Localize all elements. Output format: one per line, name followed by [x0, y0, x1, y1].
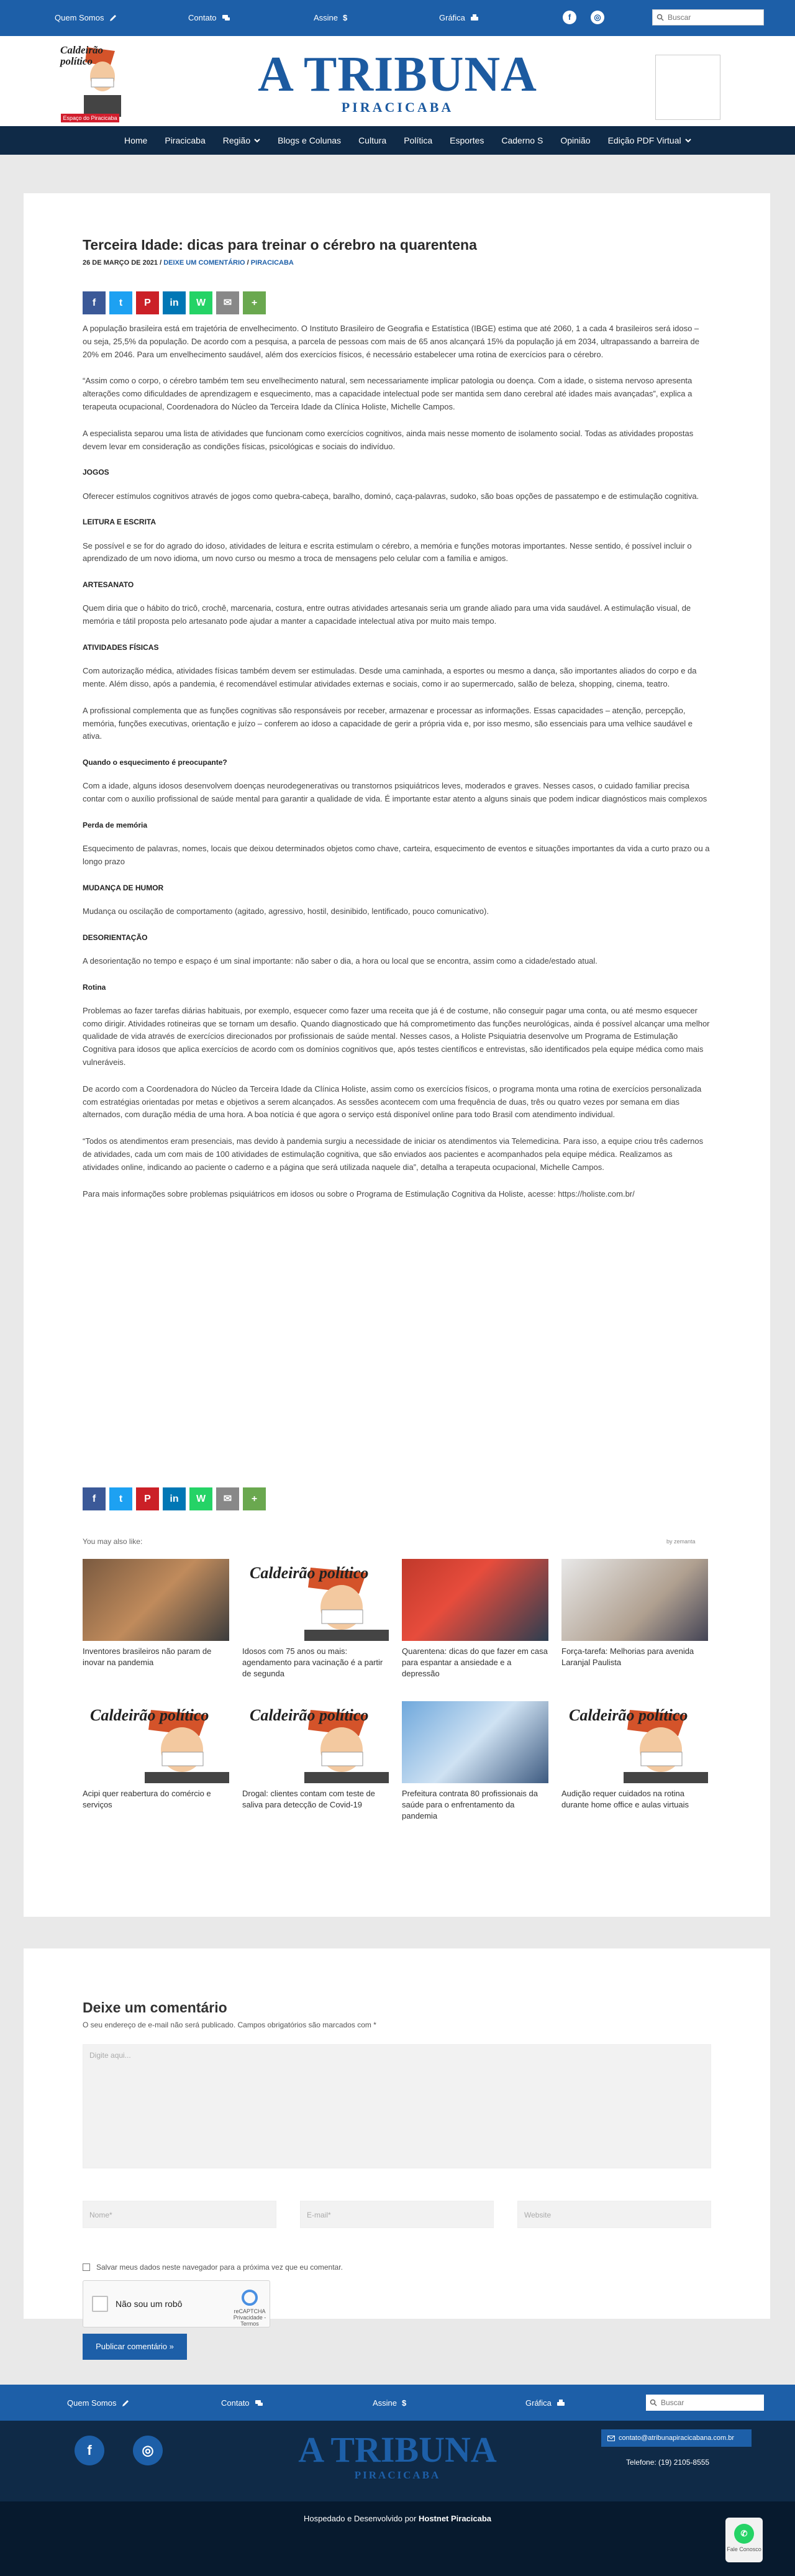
related-article-image[interactable]: Caldeirão político	[242, 1559, 389, 1641]
comment-link[interactable]: DEIXE UM COMENTÁRIO	[163, 259, 245, 267]
chevron-down-icon	[685, 138, 691, 143]
footer-logo[interactable]: A TRIBUNA	[298, 2429, 497, 2470]
article-meta: 26 DE MARÇO DE 2021 / DEIXE UM COMENTÁRIO / PIRACICABA	[83, 259, 294, 267]
footer-link-contato[interactable]: Contato	[221, 2398, 263, 2408]
whatsapp-widget[interactable]: ✆ Fale Conosco	[725, 2518, 763, 2562]
comment-textarea[interactable]: Digite aqui...	[83, 2044, 711, 2168]
top-bar	[0, 0, 795, 36]
footer-search-input[interactable]	[661, 2398, 748, 2407]
section-heading: Rotina	[83, 982, 106, 992]
nav-cultura[interactable]: Cultura	[358, 135, 387, 145]
whatsapp-icon: ✆	[734, 2524, 754, 2544]
paragraph: Oferecer estímulos cognitivos através de jogos como quebra-cabeça, baralho, dominó, caça-palavras, sudoko, são boas opções de passatempo e de estimulação cognitiva.	[83, 491, 699, 501]
related-article-card[interactable]	[561, 1701, 708, 1811]
topbar-link-grafica[interactable]: Gráfica	[439, 13, 479, 22]
paragraph: Com a idade, alguns idosos desenvolvem doenças neurodegenerativas ou transtornos psiquiátricos leves, moderados e graves. Nesses casos, o cuidado familiar precisa contar com o auxílio profissional de saúde mental para garantir a qualidade de vida. É importante estar atento a alguns sinais que podem indicar diagnósticos mais complexos	[83, 781, 707, 804]
footer-email[interactable]: contato@atribunapiracicabana.com.br	[601, 2429, 752, 2447]
site-header	[0, 36, 795, 126]
footer-link-quem-somos[interactable]: Quem Somos	[67, 2398, 130, 2408]
dollar-icon: $	[402, 2398, 407, 2408]
nav-esportes[interactable]: Esportes	[450, 135, 484, 145]
envelope-icon	[607, 2436, 615, 2441]
related-article-title[interactable]: Quarentena: dicas do que fazer em casa para espantar a ansiedade e a depressão	[402, 1647, 548, 1679]
related-article-image[interactable]: Caldeirão político	[242, 1701, 389, 1783]
paragraph: “Assim como o corpo, o cérebro também tem seu envelhecimento natural, sem necessariamente implicar patologia ou doença. Com a idade, o sistema nervoso apresenta alterações como dificuldades de aprendizagem e esquecimento, mas a capacidade intelectual pode ser mantida sem dano cerebral até idades mais avançadas”, explica a terapeuta ocupacional, Coordenadora do Núcleo da Terceira Idade da Clínica Holiste, Michelle Campos.	[83, 376, 693, 411]
pencil-icon	[109, 14, 117, 22]
recaptcha-icon	[240, 2288, 259, 2307]
instagram-icon[interactable]: ◎	[133, 2436, 163, 2465]
checkbox[interactable]	[83, 2263, 90, 2271]
paragraph: A população brasileira está em trajetória de envelhecimento. O Instituto Brasileiro de Geografia e Estatística (IBGE) estima que até 2060, 1 a cada 4 brasileiros será idoso – ou seja, 25,5% da população. De acordo com a pesquisa, a parcela de pessoas com mais de 65 anos alcançará 15% da população já em 2034, ultrapassando a barreira de 20% em 2046. Para um envelhecimento saudável, além dos exercícios físicos, é necessário estabelecer uma rotina de exercícios para o cérebro.	[83, 324, 699, 359]
paragraph: Para mais informações sobre problemas psiquiátricos em idosos ou sobre o Programa de Estimulação Cognitiva da Holiste, acesse: https://holiste.com.br/	[83, 1189, 635, 1199]
printer-icon	[470, 14, 479, 22]
email-share-icon[interactable]: ✉	[216, 291, 239, 314]
dollar-icon: $	[343, 13, 348, 22]
category-link[interactable]: PIRACICABA	[250, 259, 294, 267]
paragraph: Esquecimento de palavras, nomes, locais que deixou determinados objetos como chave, carteira, esquecimento de eventos e situações importantes da vida a curto prazo ou a longo prazo	[83, 844, 710, 866]
facebook-share-icon[interactable]: f	[83, 291, 106, 314]
search-icon	[656, 14, 664, 21]
email-share-icon[interactable]: ✉	[216, 1487, 239, 1510]
facebook-icon[interactable]: f	[563, 11, 576, 24]
linkedin-share-icon[interactable]: in	[163, 291, 186, 314]
topbar-link-assine[interactable]: Assine $	[314, 13, 348, 22]
related-article-card[interactable]	[242, 1701, 389, 1811]
chat-icon	[222, 14, 230, 22]
related-article-image[interactable]	[83, 1559, 229, 1641]
footer-search[interactable]	[646, 2395, 764, 2411]
paragraph: A profissional complementa que as funções cognitivas são responsáveis por receber, armazenar e processar as informações. Essas capacidades – atenção, percepção, memória, funções executivas, orientação e juízo – conferem ao idoso a capacidade de gerir a própria vida e, por isso mesmo, são essenciais para uma velhice saudável e ativa.	[83, 705, 693, 741]
nav-caderno-s[interactable]: Caderno S	[501, 135, 543, 145]
footer-main	[0, 2421, 795, 2501]
related-article-title[interactable]: Força-tarefa: Melhorias para avenida Laranjal Paulista	[561, 1647, 694, 1668]
nav-opiniao[interactable]: Opinião	[560, 135, 591, 145]
top-search[interactable]	[652, 9, 764, 25]
email-field[interactable]: E-mail*	[300, 2201, 494, 2228]
facebook-icon[interactable]: f	[75, 2436, 104, 2465]
paragraph: A especialista separou uma lista de atividades que funcionam como exercícios cognitivos, ainda mais nesse momento de isolamento social. Todas as atividades propostas devem levar em consideração as condições físicas, psicológicas e sociais do indivíduo.	[83, 428, 694, 451]
related-article-card[interactable]	[83, 1559, 229, 1668]
recaptcha-widget: Não sou um robô reCAPTCHA Privacidade - Termos	[83, 2280, 270, 2327]
whatsapp-share-icon[interactable]: W	[189, 1487, 212, 1510]
pencil-icon	[121, 2399, 130, 2408]
section-heading: Quando o esquecimento é preocupante?	[83, 758, 227, 767]
comments-card	[24, 1948, 770, 2351]
nav-edicao-pdf[interactable]: Edição PDF Virtual	[599, 135, 700, 145]
nav-politica[interactable]: Política	[404, 135, 433, 145]
ad-box	[655, 55, 720, 120]
topbar-link-contato[interactable]: Contato	[188, 13, 230, 22]
related-article-title[interactable]: Inventores brasileiros não param de inovar na pandemia	[83, 1647, 212, 1668]
footer-link-assine[interactable]: Assine $	[373, 2398, 407, 2408]
footer-phone: Telefone: (19) 2105-8555	[626, 2458, 710, 2467]
related-article-title[interactable]: Audição requer cuidados na rotina durante home office e aulas virtuais	[561, 1789, 689, 1810]
nav-piracicaba[interactable]: Piracicaba	[165, 135, 206, 145]
search-input[interactable]	[668, 13, 755, 22]
related-article-card[interactable]	[402, 1559, 548, 1680]
related-article-card[interactable]	[402, 1701, 548, 1822]
save-data-checkbox[interactable]: Salvar meus dados neste navegador para a próxima vez que eu comentar.	[83, 2263, 343, 2272]
related-article-image[interactable]	[402, 1701, 548, 1783]
chat-icon	[255, 2399, 263, 2408]
name-field[interactable]: Nome*	[83, 2201, 276, 2228]
you-may-like-heading: You may also like:	[83, 1537, 143, 1546]
printer-icon	[556, 2399, 565, 2408]
footer-bottom	[0, 2501, 795, 2576]
section-heading: JOGOS	[83, 468, 109, 477]
paragraph: Com autorização médica, atividades físicas também devem ser estimuladas. Desde uma caminhada, a esportes ou mesmo a dança, são importantes aliados do corpo e da mente. Além disso, após a pandemia, é recomendável estimular atividades externas e sociais, como ir ao supermercado, salão de beleza, shopping, cinema, teatro.	[83, 666, 697, 688]
twitter-share-icon[interactable]: t	[109, 291, 132, 314]
paragraph: Problemas ao fazer tarefas diárias habituais, por exemplo, esquecer como fazer uma receita que já é de costume, não conseguir pagar uma conta, ou até mesmo esquecer como dirigir. Atividades rotineiras que se tornam um desafio. Quando diagnosticado que há comprometimento das funções neurológicas, ainda é possível alcançar uma melhor qualidade de vida através de exercícios direcionados por profissionais de saúde mental. Nesses casos, a Holiste Psiquiatria desenvolve um Programa de Estimulação Cognitiva para idosos que aplica exercícios de acordo com os domínios cognitivos que, após testes científicos e entrevistas, são identificados pela equipe médica como mais vulneráveis.	[83, 1005, 710, 1067]
main-nav	[0, 126, 795, 155]
section-heading: ATIVIDADES FÍSICAS	[83, 642, 159, 652]
nav-regiao[interactable]: Região	[214, 135, 269, 145]
cartoon-title: Caldeirão político	[60, 44, 103, 67]
related-article-title[interactable]: Prefeitura contrata 80 profissionais da saúde para o enfrentamento da pandemia	[402, 1789, 538, 1821]
whatsapp-share-icon[interactable]: W	[189, 291, 212, 314]
submit-comment-button[interactable]: Publicar comentário »	[83, 2334, 187, 2360]
facebook-share-icon[interactable]: f	[83, 1487, 106, 1510]
related-article-image[interactable]: Caldeirão político	[561, 1701, 708, 1783]
paragraph: A desorientação no tempo e espaço é um sinal importante: não saber o dia, a hora ou local que se encontra, assim como a cidade/estado atual.	[83, 956, 597, 966]
paragraph: Se possível e se for do agrado do idoso, atividades de leitura e escrita estimulam o cérebro, a memória e funções motoras importantes. Nesse sentido, é possível incluir o aprendizado de um novo idioma, um novo curso ou mesmo a troca de mensagens pelo celular com a família e amigos.	[83, 541, 692, 564]
footer-logo-subtitle: PIRACICABA	[354, 2469, 441, 2481]
section-heading: DESORIENTAÇÃO	[83, 933, 148, 942]
cartoon-tag: Espaço do Piracicaba	[61, 114, 119, 122]
article-title: Terceira Idade: dicas para treinar o cérebro na quarentena	[83, 237, 477, 253]
related-article-title[interactable]: Idosos com 75 anos ou mais: agendamento para vacinação é a partir de segunda	[242, 1647, 383, 1679]
share-bar-top	[83, 291, 266, 314]
share-bar-bottom	[83, 1487, 266, 1510]
related-article-card[interactable]	[242, 1559, 389, 1680]
related-article-image[interactable]	[402, 1559, 548, 1641]
pinterest-share-icon[interactable]: P	[136, 1487, 159, 1510]
recaptcha-checkbox[interactable]	[92, 2296, 108, 2312]
related-article-title[interactable]: Acipi quer reabertura do comércio e serviços	[83, 1789, 211, 1810]
site-logo-subtitle: PIRACICABA	[341, 99, 454, 115]
related-article-image[interactable]: Caldeirão político	[83, 1701, 229, 1783]
more-share-icon[interactable]: +	[243, 1487, 266, 1510]
section-heading: ARTESANATO	[83, 580, 134, 590]
related-article-image[interactable]	[561, 1559, 708, 1641]
section-heading: Perda de memória	[83, 820, 148, 829]
site-logo[interactable]: A TRIBUNA	[258, 47, 537, 102]
related-article-card[interactable]	[561, 1559, 708, 1668]
linkedin-share-icon[interactable]: in	[163, 1487, 186, 1510]
instagram-icon[interactable]: ◎	[591, 11, 604, 24]
nav-blogs[interactable]: Blogs e Colunas	[278, 135, 342, 145]
article-body	[83, 322, 710, 1214]
host-credit: Hospedado e Desenvolvido por Hostnet Piracicaba	[303, 2514, 492, 2523]
paragraph: Mudança ou oscilação de comportamento (agitado, agressivo, hostil, desinibido, lentificado, pouco comunicativo).	[83, 906, 489, 916]
host-link[interactable]: Hostnet Piracicaba	[418, 2514, 492, 2523]
nav-home[interactable]: Home	[124, 135, 148, 145]
chevron-down-icon	[254, 138, 260, 143]
zemanta-credit[interactable]: by zemanta	[666, 1538, 696, 1545]
pinterest-share-icon[interactable]: P	[136, 291, 159, 314]
paragraph: Quem diria que o hábito do tricô, crochê, marcenaria, costura, entre outras atividades artesanais seria um grande aliado para uma vida saudável. A estimulação visual, de memória e tátil proposta pelo artesanato pode ajudar a manter a capacidade intelectual ativa por muito mais tempo.	[83, 603, 691, 626]
article-card	[24, 193, 770, 1917]
paragraph: “Todos os atendimentos eram presenciais, mas devido à pandemia surgiu a necessidade de iniciar os atendimentos via Telemedicina. Para isso, a equipe criou três cadernos de atividades, cada um com mais de 100 atividades de estimulação cognitiva, que são enviados aos pacientes e acompanhados pela equipe médica. Realizamos as atividades online, indicando ao paciente o caderno e a página que será utilizada naquele dia”, detalha a terapeuta ocupacional, Michelle Campos.	[83, 1136, 704, 1172]
paragraph: De acordo com a Coordenadora do Núcleo da Terceira Idade da Clínica Holiste, assim como os exercícios físicos, o programa monta uma rotina de exercícios personalizada com estratégias orientadas por metas e objetivos a serem alcançados. As sessões acontecem com uma frequência de duas, três ou quatro vezes por semana em dias alternados, com duração média de uma hora. A boa notícia é que agora o serviço está disponível online para todo Brasil com atendimento individual.	[83, 1084, 702, 1120]
more-share-icon[interactable]: +	[243, 291, 266, 314]
search-icon	[650, 2399, 657, 2406]
footer-top-bar	[0, 2385, 795, 2421]
comments-title: Deixe um comentário	[83, 1999, 227, 2016]
comments-note: O seu endereço de e-mail não será publicado. Campos obrigatórios são marcados com *	[83, 2021, 376, 2029]
website-field[interactable]: Website	[517, 2201, 711, 2228]
related-article-card[interactable]	[83, 1701, 229, 1811]
article-date: 26 DE MARÇO DE 2021 /	[83, 259, 164, 267]
topbar-link-quem-somos[interactable]: Quem Somos	[55, 13, 117, 22]
footer-link-grafica[interactable]: Gráfica	[525, 2398, 565, 2408]
related-article-title[interactable]: Drogal: clientes contam com teste de saliva para detecção de Covid-19	[242, 1789, 375, 1810]
section-heading: MUDANÇA DE HUMOR	[83, 883, 164, 892]
section-heading: LEITURA E ESCRITA	[83, 518, 157, 527]
twitter-share-icon[interactable]: t	[109, 1487, 132, 1510]
